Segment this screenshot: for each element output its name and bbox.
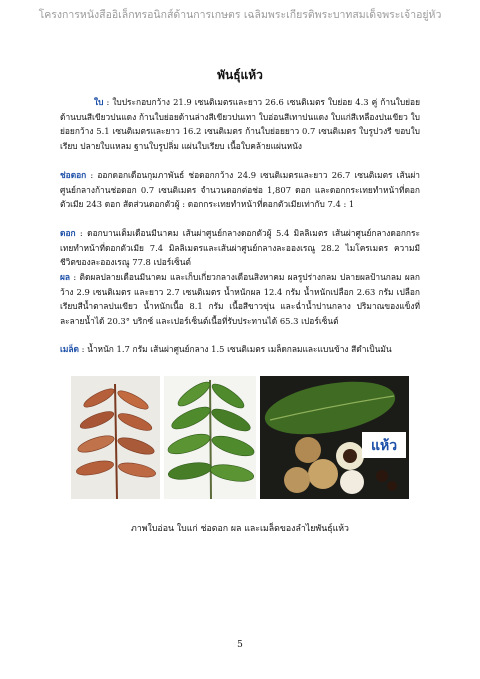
cultivar-label: แห้ว <box>370 438 398 454</box>
section-label: ดอก <box>60 228 76 238</box>
section-text: : ใบประกอบกว้าง 21.9 เซนติเมตรและยาว 26.6 เซนติเมตร ใบย่อย 4.3 คู่ ก้านใบย่อยด้านบนสีเขียวปนแดง ก้านใบย่อยด้านล่างสีเขียวปนเทา ใบอ่อนสีเทาปนแดง ใบแก่สีเหลืองปนเขียว ใบย่อยกว้าง 5.1 เซนติเมตรและยาว 16.2 เซนติเมตร ก้านใบย่อยยาว 0.7 เซนติเมตร ใบรูปวงรี ขอบใบเรียบ ปลายใบแหลม ฐานใบรูปลิ่ม แผ่นใบเรียบ เนื้อใบคล้ายแผ่นหนัง <box>60 97 420 151</box>
old-leaf-photo <box>164 376 256 499</box>
section-label: ผล <box>60 272 71 282</box>
section-text: : ติดผลปลายเดือนมีนาคม และเก็บเกี่ยวกลางเดือนสิงหาคม ผลรูปร่างกลม ปลายผลป้านกลม ผลกว้าง 2.9 เซนติเมตร และยาว 2.7 เซนติเมตร น้ำหนักผล 12.4 กรัม น้ำหนักเปลือก 2.63 กรัม เปลือกเรียบสีน้ำตาลปนเขียว น้ำหนักเนื้อ 8.1 กรัม เนื้อสีขาวขุ่น และฉ่ำน้ำปานกลาง ปริมาณของแข็งที่ละลายน้ำได้ 20.3° บริกซ์ และเปอร์เซ็นต์เนื้อที่รับประทานได้ 65.3 เปอร์เซ็นต์ <box>60 272 420 326</box>
page-number: 5 <box>237 640 243 650</box>
section-flower <box>60 226 420 270</box>
section-text: : ดอกบานเต็มเดือนมีนาคม เส้นผ่าศูนย์กลางดอกตัวผู้ 5.4 มิลลิเมตร เส้นผ่าศูนย์กลางดอกกระเทยทำหน้าที่ดอกตัวเมีย 7.4 มิลลิเมตรและเส้นผ่าศูนย์กลางละอองเรณู 28.2 ไมโครเมตร ความมีชีวิตของละอองเรณู 77.8 เปอร์เซ็นต์ <box>60 228 420 268</box>
section-text: : น้ำหนัก 1.7 กรัม เส้นผ่าศูนย์กลาง 1.5 เซนติเมตร เมล็ดกลมและแบนข้าง สีดำเป็นมัน <box>78 344 392 354</box>
young-leaf-photo <box>71 376 160 499</box>
page-header: โครงการหนังสืออิเล็กทรอนิกส์ด้านการเกษตร เฉลิมพระเกียรติพระบาทสมเด็จพระเจ้าอยู่หัว <box>38 9 442 21</box>
section-leaf <box>60 95 420 153</box>
photo-caption: ภาพใบอ่อน ใบแก่ ช่อดอก ผล และเมล็ดของลำไยพันธุ์แห้ว <box>131 524 349 534</box>
section-seed <box>60 342 420 357</box>
section-label: ใบ <box>94 97 104 107</box>
section-label: เมล็ด <box>60 344 79 354</box>
section-inflorescence <box>60 168 420 212</box>
section-label: ช่อดอก <box>60 170 87 180</box>
section-fruit <box>60 270 420 328</box>
fruit-photo <box>260 376 409 499</box>
page-title: พันธุ์แห้ว <box>217 68 263 82</box>
section-text: : ออกดอกเดือนกุมภาพันธ์ ช่อดอกกว้าง 24.9 เซนติเมตรและยาว 26.7 เซนติเมตร เส้นผ่าศูนย์กลางก้านช่อดอก 0.7 เซนติเมตร จำนวนดอกต่อช่อ 1,807 ดอก และดอกกระเทยทำหน้าที่ดอกตัวเมีย 243 ดอก สัดส่วนดอกตัวผู้ : ดอกกระเทยทำหน้าที่ดอกตัวเมียเท่ากับ 7.4 : 1 <box>60 170 420 210</box>
